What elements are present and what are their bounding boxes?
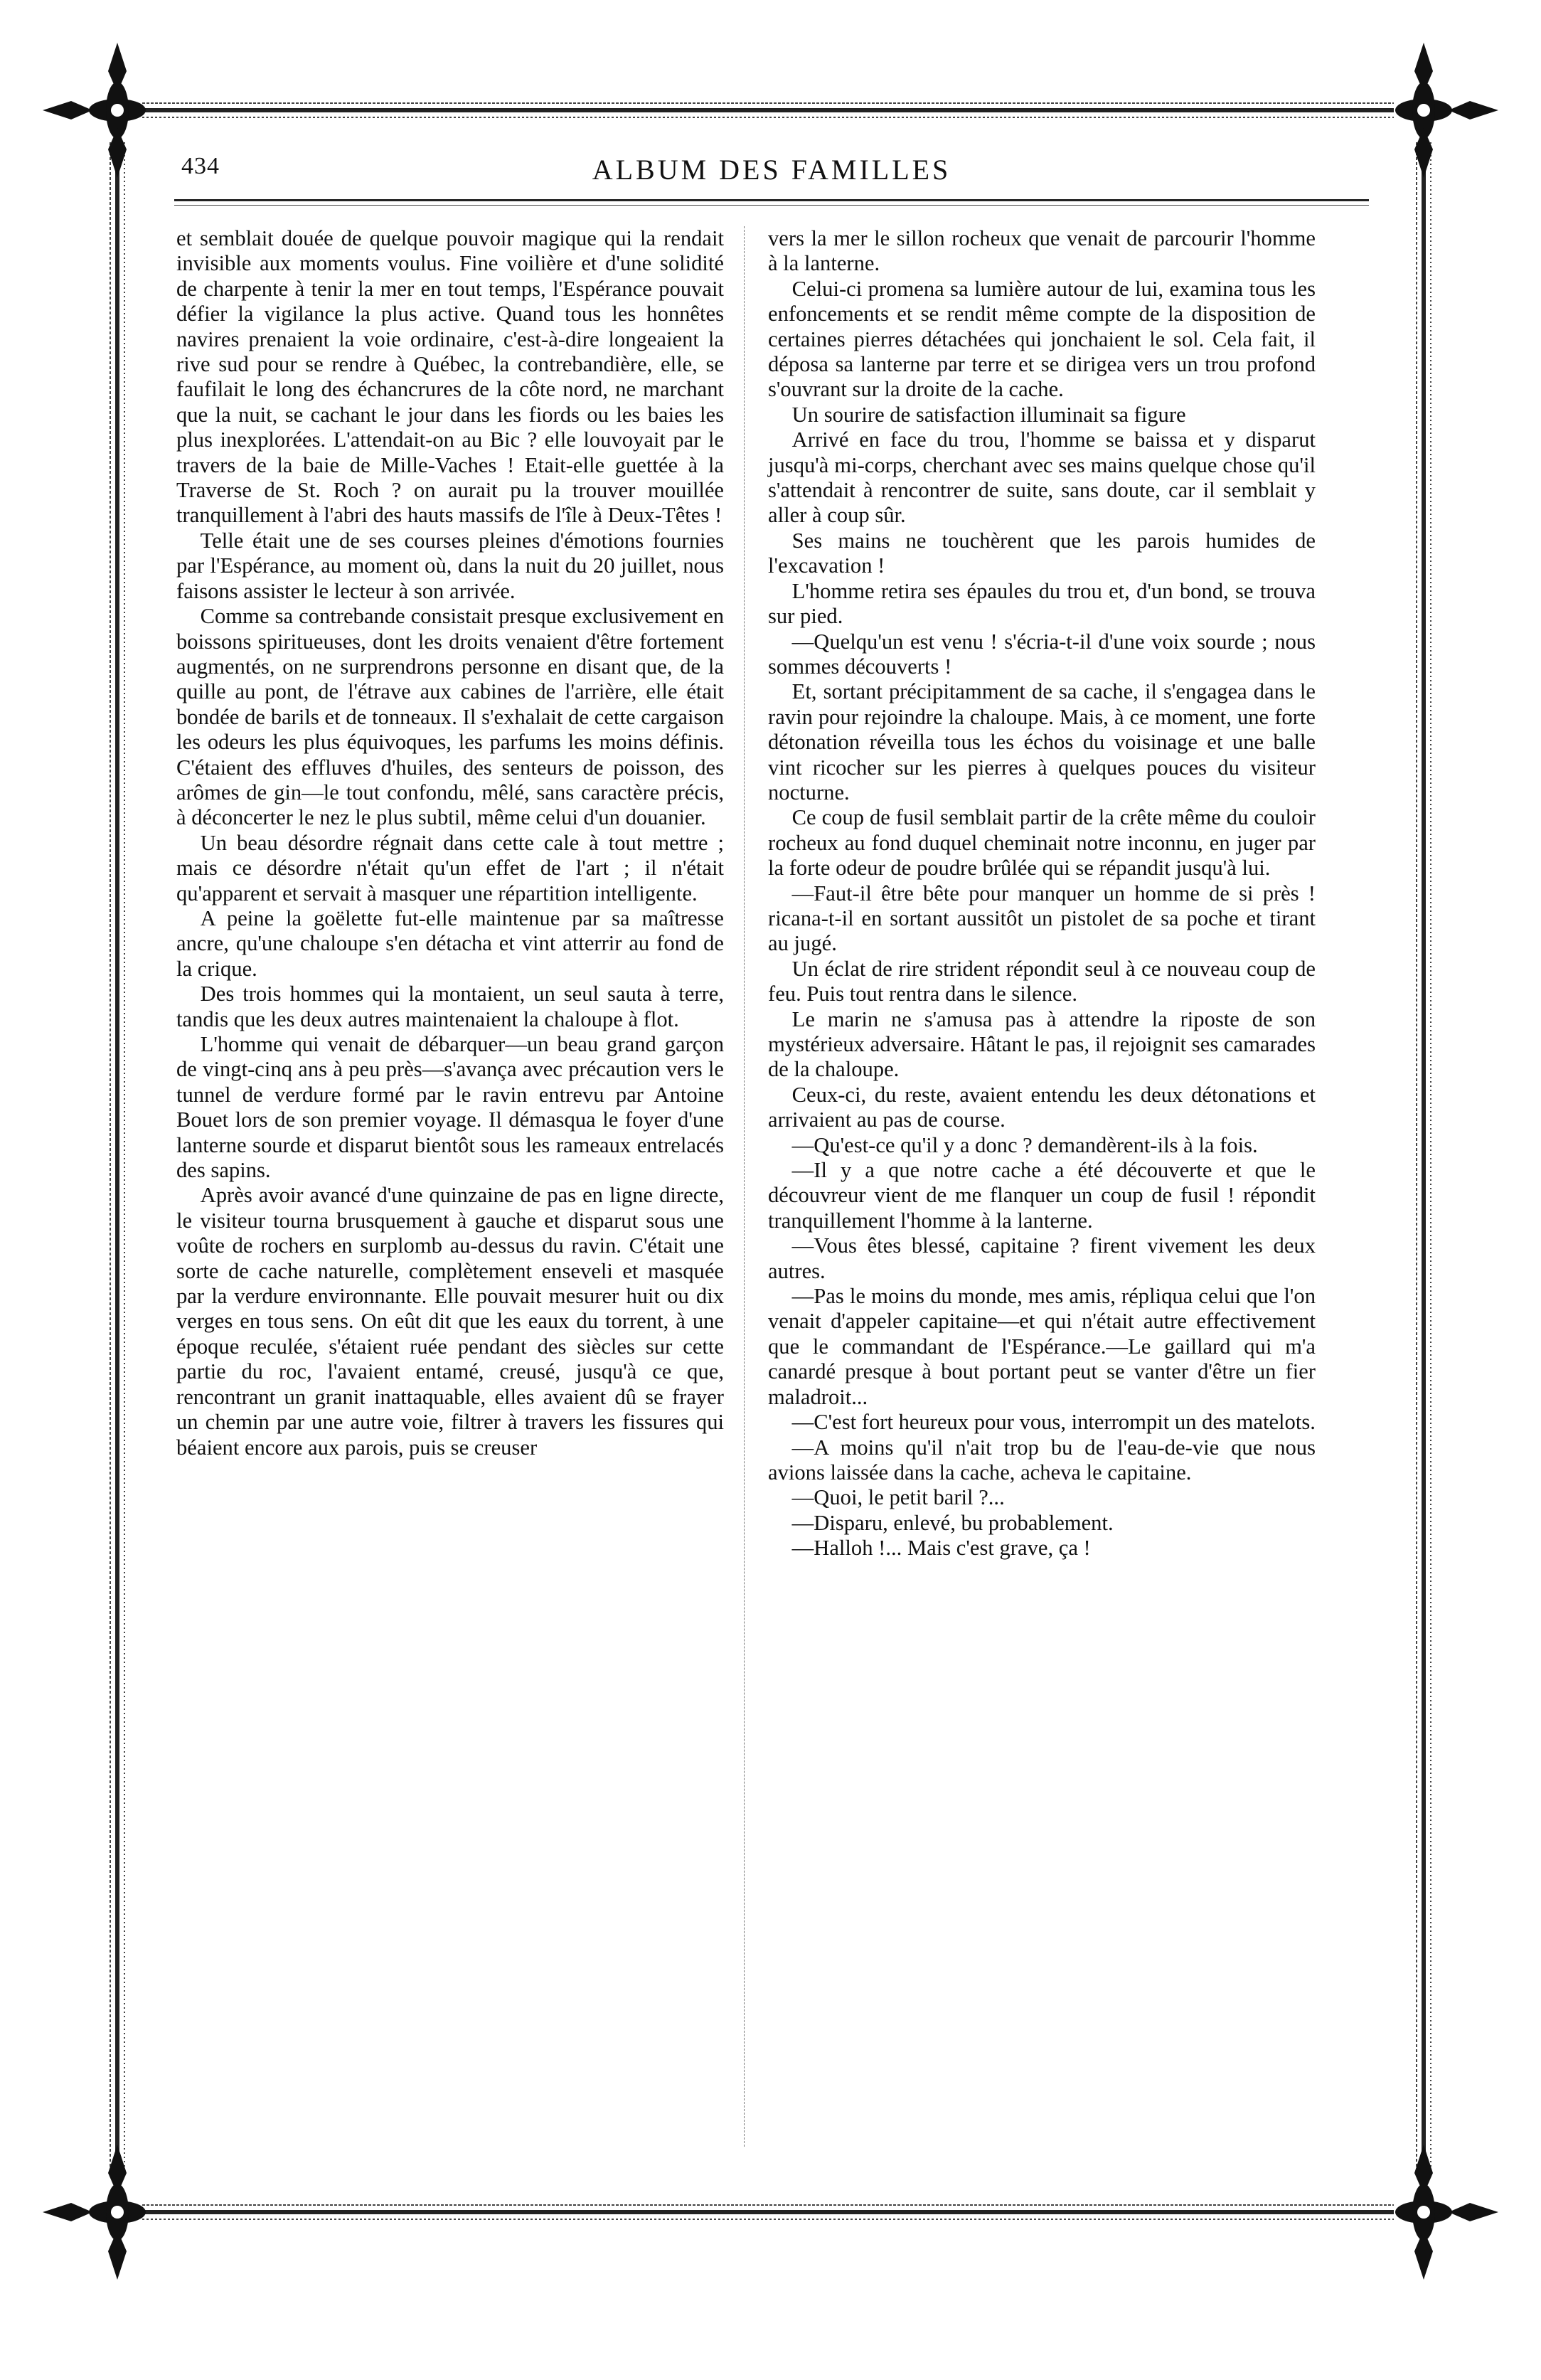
paragraph: —Quelqu'un est venu ! s'écria-t-il d'une voix sourde ; nous sommes découverts ! (768, 629, 1316, 679)
paragraph: —Disparu, enlevé, bu probablement. (791, 1510, 1114, 1535)
paragraph: Ses mains ne touchèrent que les parois humides de l'excavation ! (768, 528, 1316, 578)
bottom-border-band (142, 2205, 1394, 2219)
paragraph: Comme sa contrebande consistait presque exclusivement en boissons spiritueuses, dont les droits venaient d'être fortement augmentés, on ne surprendrons personne en disant que, de la quille au pont, de l'étrave aux cabines de l'arrière, elle était bondée de barils et de tonneaux. Il s'exhalait de cette cargaison les odeurs les plus équivoques, les parfums les moins définis. C'étaient des effluves d'huiles, des senteurs de poisson, des arômes de gin—le tout confondu, mêlé, sans caractère précis, à déconcerter le nez le plus subtil, même celui d'un douanier. (176, 604, 724, 830)
paragraph: —Halloh !... Mais c'est grave, ça ! (791, 1536, 1091, 1561)
paragraph: Telle était une de ses courses pleines d'émotions fournies par l'Espérance, au moment où, dans la nuit du 20 juillet, nous faisons assister le lecteur à son arrivée. (176, 528, 724, 603)
paragraph: —Vous êtes blessé, capitaine ? firent vivement les deux autres. (768, 1233, 1316, 1283)
paragraph: Un beau désordre régnait dans cette cale à tout mettre ; mais ce désordre n'était qu'un effet de l'art ; il n'était qu'apparent et servait à masquer une répartition intelligente. (176, 830, 724, 905)
paragraph: vers la mer le sillon rocheux que venait de parcourir l'homme à la lanterne. (768, 226, 1316, 276)
paragraph: Ceux-ci, du reste, avaient entendu les deux détonations et arrivaient au pas de course. (768, 1082, 1316, 1132)
paragraph: —Quoi, le petit baril ?... (791, 1485, 1005, 1510)
paragraph: Celui-ci promena sa lumière autour de lui, examina tous les enfoncements et se rendit même compte de la disposition de certaines pierres détachées qui jonchaient le sol. Cela fait, il déposa sa lanterne par terre et se dirigea vers un trou profond s'ouvrant sur la droite de la cache. (768, 276, 1316, 402)
page-header (174, 153, 1369, 196)
corner-ornament-bottom-right (1395, 2145, 1498, 2280)
paragraph: —Qu'est-ce qu'il y a donc ? demandèrent-ils à la fois. (791, 1132, 1258, 1157)
header-rule-thin (174, 205, 1369, 206)
paragraph: L'homme retira ses épaules du trou et, d'un bond, se trouva sur pied. (768, 578, 1316, 629)
page-number: 434 (181, 153, 220, 179)
running-title: ALBUM DES FAMILLES (592, 154, 951, 186)
corner-ornament-bottom-left (43, 2145, 146, 2280)
paragraph: L'homme qui venait de débarquer—un beau grand garçon de vingt-cinq ans à peu près—s'avança avec précaution vers le tunnel de verdure formé par le ravin entrevu par Antoine Bouet lors de son premier voyage. Il démasqua le foyer d'une lanterne sourde et disparut bientôt sous les rameaux entrelacés des sapins. (176, 1032, 724, 1183)
right-text-column (768, 226, 1316, 1561)
paragraph: —Pas le moins du monde, mes amis, répliqua celui que l'on venait d'appeler capitaine—et qui n'était autre effectivement que le commandant de l'Espérance.—Le gaillard qui m'a canardé presque à bout portant peut se vanter d'être un fier maladroit... (768, 1284, 1316, 1409)
header-rule (174, 199, 1369, 201)
paragraph: —Faut-il être bête pour manquer un homme de si près ! ricana-t-il en sortant aussitôt un pistolet de sa poche et tirant au jugé. (768, 881, 1316, 956)
column-divider (744, 226, 745, 2147)
paragraph: Arrivé en face du trou, l'homme se baissa et y disparut jusqu'à mi-corps, cherchant avec ses mains quelque chose qu'il s'attendait à rencontrer de suite, sans doute, car il semblait y aller à coup sûr. (768, 427, 1316, 528)
left-text-column (176, 226, 724, 1460)
paragraph: Et, sortant précipitamment de sa cache, il s'engagea dans le ravin pour rejoindre la chaloupe. Mais, à ce moment, une forte détonation réveilla tous les échos du voisinage et une balle vint ricocher sur les pierres à quelques pouces du visiteur nocturne. (768, 679, 1316, 804)
paragraph: Des trois hommes qui la montaient, un seul sauta à terre, tandis que les deux autres maintenaient la chaloupe à flot. (176, 982, 724, 1031)
paragraph: Ce coup de fusil semblait partir de la crête même du couloir rocheux au fond duquel cheminait notre inconnu, en juger par la forte odeur de poudre brûlée qui se répandit jusqu'à lui. (768, 805, 1316, 881)
paragraph: et semblait douée de quelque pouvoir magique qui la rendait invisible aux moments voulus. Fine voilière et d'une solidité de charpente à tenir la mer en tout temps, l'Espérance pouvait défier la vigilance la plus active. Quand tous les honnêtes navires prenaient la voie ordinaire, c'est-à-dire longeaient la rive sud pour se rendre à Québec, la contrebandière, elle, se faufilait le long des échancrures de la côte nord, ne marchant que la nuit, se cachant le jour dans les fiords ou les baies les plus inexplorées. L'attendait-on au Bic ? elle louvoyait par le travers de la baie de Mille-Vaches ! Etait-elle guettée à la Traverse de St. Roch ? on aurait pu la trouver mouillée tranquillement à l'abri des hauts massifs de l'île à Deux-Têtes ! (176, 226, 724, 528)
corner-ornament-top-right (1395, 43, 1498, 178)
left-border-band (110, 142, 124, 2177)
paragraph: A peine la goëlette fut-elle maintenue par sa maîtresse ancre, qu'une chaloupe s'en détacha et vint atterrir au fond de la crique. (176, 905, 724, 981)
corner-ornament-top-left (43, 43, 146, 178)
paragraph: Un éclat de rire strident répondit seul à ce nouveau coup de feu. Puis tout rentra dans le silence. (768, 956, 1316, 1006)
paragraph: Après avoir avancé d'une quinzaine de pas en ligne directe, le visiteur tourna brusquement à gauche et disparut sous une voûte de rochers en surplomb au-dessus du ravin. C'était une sorte de cache naturelle, complètement enseveli et masquée par la verdure environnante. Elle pouvait mesurer huit ou dix verges en tous sens. On eût dit que les eaux du torrent, à une époque reculée, s'étaient ruée pendant des siècles sur cette partie du roc, l'avaient entamé, creusé, jusqu'à ce que, rencontrant un granit inattaquable, elles avaient dû se frayer un chemin par une autre voie, filtrer à travers les fissures qui béaient encore aux parois, puis se creuser (176, 1183, 724, 1460)
right-border-band (1417, 142, 1431, 2177)
paragraph: —A moins qu'il n'ait trop bu de l'eau-de-vie que nous avions laissée dans la cache, acheva le capitaine. (768, 1435, 1316, 1484)
top-border-band (142, 103, 1394, 117)
paragraph: —Il y a que notre cache a été découverte et que le découvreur vient de me flanquer un coup de fusil ! répondit tranquillement l'homme à la lanterne. (768, 1158, 1316, 1233)
paragraph: Un sourire de satisfaction illuminait sa figure (791, 402, 1186, 427)
paragraph: —C'est fort heureux pour vous, interrompit un des matelots. (791, 1410, 1316, 1435)
paragraph: Le marin ne s'amusa pas à attendre la riposte de son mystérieux adversaire. Hâtant le pas, il rejoignit ses camarades de la chaloupe. (768, 1006, 1316, 1082)
